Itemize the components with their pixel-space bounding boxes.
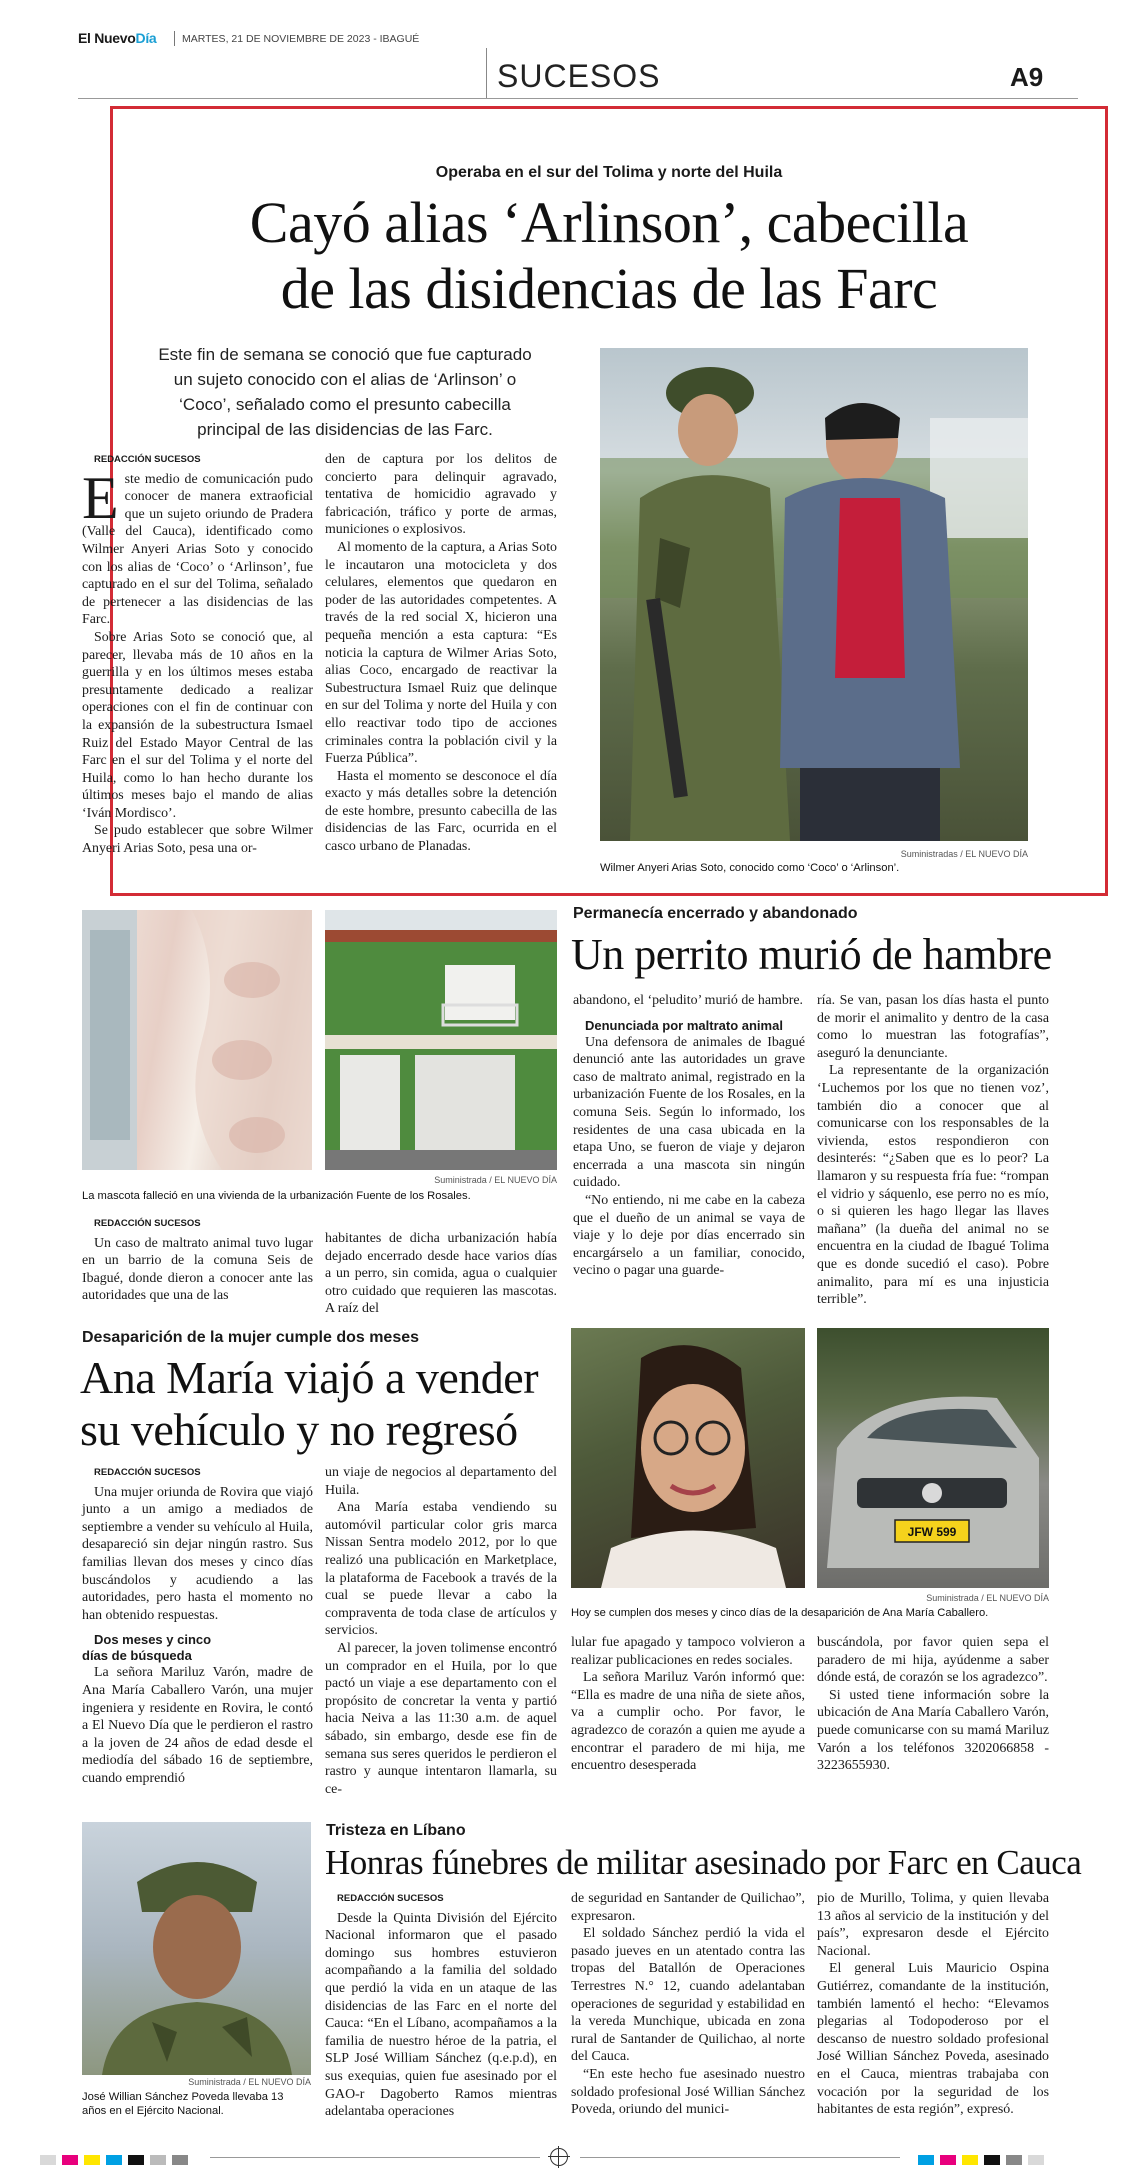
drop-cap: E xyxy=(82,464,119,531)
story4-headline: Honras fúnebres de militar asesinado por Farc en Cauca xyxy=(325,1843,1082,1882)
story1-headline xyxy=(110,190,1108,322)
logo xyxy=(78,30,156,46)
paragraph: Desde la Quinta División del Ejército Nacional informaron que el pasado domingo sus hombres estuvieron acompañando a la familia del soldado que perdió la vida en un ataque de las disidencias de las Farc en el norte del Cauca: “En el Líbano, acompañamos a la familia de nuestro héroe de la patria, el SLP José William Sánchez (q.e.p.d), en sus exequias, quien fue asesinado por el GAO-r Dagoberto Ramos mientras adelantaba operaciones xyxy=(325,1910,557,2120)
paragraph: Al parecer, la joven tolimense encontró un comprador en el Huila, por lo que pactó un viaje a ese departamento con el propósito de concretar la venta y partió hacia Neiva a las 11:30 a.m. de aquel sábado, sin embargo, desde ese fin de semana sus seres queridos le perdieron el rastro y aunque intentaron llamarla, su ce- xyxy=(325,1640,557,1797)
story2-column-4 xyxy=(817,992,1049,1309)
byline: REDACCIÓN SUCESOS xyxy=(94,1467,201,1478)
story2-photo-house xyxy=(325,910,557,1170)
paragraph: un viaje de negocios al departamento del Huila. xyxy=(325,1465,557,1498)
registration-mark-icon xyxy=(550,2148,568,2166)
byline: REDACCIÓN SUCESOS xyxy=(94,454,201,465)
story3-headline xyxy=(80,1352,538,1456)
story2-photo-caption: La mascota falleció en una vivienda de la urbanización Fuente de los Rosales. xyxy=(82,1190,471,1202)
paragraph: Sobre Arias Soto se conoció que, al parecer, llevaba más de 10 años en la guerrilla y en los últimos meses estaba presuntamente dedicado a realizar operaciones con el fin de continuar con la expansión de la subestructura Ismael Ruiz del Estado Mayor Central de las Farc en el sur del Tolima y el norte del Huila, como lo han hecho durante los últimos meses bajo el mando de alias ‘Iván Mordisco’. xyxy=(82,629,313,821)
page-number: A9 xyxy=(1010,62,1044,92)
story2-column-1 xyxy=(82,1215,313,1305)
paragraph: La representante de la organización ‘Luchemos por los que no tienen voz’, también dio a conocer que al comunicarse con los responsables de la vivienda, estos respondieron con desinterés: “¿Saben que es lo peor? La llamaron y su respuesta fría fue: “rompan el vidrio y sáquenlo, ese perro no es mío, o si quieren les hago llegar las llaves mañana” (la dueña del animal no se encuentra en la ciudad de Ibagué Tolima que es donde sucedió el caso). Pobre animalito, para mí es una injusticia terrible”. xyxy=(817,1063,1049,1308)
paragraph: ría. Se van, pasan los días hasta el punto de morir el animalito y dentro de la casa como lo muestran las fotografías”, aseguró la denunciante. xyxy=(817,993,1049,1061)
paragraph: Se pudo establecer que sobre Wilmer Anyeri Arias Soto, pesa una or- xyxy=(82,823,313,857)
subhead: Denunciada por maltrato animal xyxy=(585,1017,783,1033)
paragraph: “En este hecho fue asesinado nuestro soldado profesional José Willian Sánchez Poveda, oriundo del munici- xyxy=(571,2066,805,2118)
paragraph: Ana María estaba vendiendo su automóvil particular color gris marca Nissan Sentra modelo 2012, por lo que realizó una publicación en Marketplace, la plataforma de Facebook a través de la cual se puede llevar a cabo la compraventa de toda clase de artículos y servicios. xyxy=(325,1500,557,1639)
paragraph: El soldado Sánchez perdió la vida el pasado jueves en un atentado contra las tropas del Batallón de Operaciones Terrestres N.° 12, cuando adelantaban operaciones de seguridad y estabilidad en la vereda Munchique, ubicada en zona rural de Santander de Quilichao, al norte del Cauca. xyxy=(571,1926,805,2065)
paragraph: habitantes de dicha urbanización había dejado encerrado desde hace varios días a un perro, sin comida, agua o cualquier otro cuidado que requieren las mascotas. A raíz del xyxy=(325,1231,557,1317)
edition-date: MARTES, 21 DE NOVIEMBRE DE 2023 - IBAGUÉ xyxy=(182,33,420,45)
story1-photo-caption: Wilmer Anyeri Arias Soto, conocido como ‘Coco’ o ‘Arlinson’. xyxy=(600,862,900,874)
paragraph: La señora Mariluz Varón informó que: “Ella es madre de una niña de siete años, va a cumplir ocho. Por favor, le agradezco de corazón a quien me ayude a encontrar el paradero de mi hija, me encuentro desesperada xyxy=(571,1670,805,1774)
masthead xyxy=(78,30,1078,50)
story2-headline: Un perrito murió de hambre xyxy=(571,930,1052,979)
story3-headline-line1: Ana María viajó a vender xyxy=(80,1352,539,1403)
story3-column-2 xyxy=(325,1464,557,1798)
caption-line: José Willian Sánchez Poveda llevaba 13 xyxy=(82,2091,284,2103)
green-house-illustration xyxy=(325,910,557,1170)
story4-column-3 xyxy=(817,1890,1049,2119)
story3-column-3 xyxy=(571,1634,805,1775)
soldier-portrait-illustration xyxy=(82,1822,311,2075)
paragraph: de seguridad en Santander de Quilichao”, expresaron. xyxy=(571,1891,805,1924)
story3-photo-car xyxy=(817,1328,1049,1588)
story1-photo xyxy=(600,348,1028,841)
story3-kicker: Desaparición de la mujer cumple dos meses xyxy=(82,1329,420,1346)
story1-kicker: Operaba en el sur del Tolima y norte del Huila xyxy=(435,164,783,181)
header-rule xyxy=(78,98,1078,99)
story2-kicker: Permanecía encerrado y abandonado xyxy=(573,905,858,922)
caption-line: años en el Ejército Nacional. xyxy=(82,2105,224,2117)
story4-column-1 xyxy=(325,1890,557,2121)
lead-line: principal de las disidencias de las Farc. xyxy=(197,420,493,439)
story1-column-1 xyxy=(82,451,313,858)
paragraph: Este medio de comunicación pudo conocer de manera extraoficial que un sujeto oriundo de Pradera (Valle del Cauca), identificado como Wilmer Anyeri Arias Soto y conocido con los alias de ‘Coco’ o ‘Arlinson’, fue capturado en el sur del Tolima, señalado de pertenecer a las disidencias de las Farc. xyxy=(82,464,313,628)
paragraph: pio de Murillo, Tolima, y quien llevaba 13 años al servicio de la institución y del país”, expresaron desde el Ejército Nacional. xyxy=(817,1891,1049,1959)
story2-photo-window xyxy=(82,910,312,1170)
print-color-bar-right xyxy=(918,2152,1050,2170)
story1-lead xyxy=(100,342,590,442)
story3-headline-line2: su vehículo y no regresó xyxy=(80,1404,518,1455)
logo-el: El xyxy=(78,30,91,46)
print-register-rule-right xyxy=(580,2157,900,2158)
story3-photo-caption: Hoy se cumplen dos meses y cinco días de la desaparición de Ana María Caballero. xyxy=(571,1607,989,1619)
paragraph: Una defensora de animales de Ibagué denunció ante las autoridades un grave caso de maltrato animal, registrado en la urbanización Fuente de los Rosales, en la comuna Seis. Según lo informado, los residentes de una casa ubicada en la etapa Uno, se fueron de viaje y dejaron encerrada a una mascota sin ningún cuidado. xyxy=(573,1034,805,1191)
story4-kicker: Tristeza en Líbano xyxy=(326,1822,466,1839)
logo-dia: Día xyxy=(135,30,157,46)
story1-headline-line1: Cayó alias ‘Arlinson’, cabecilla xyxy=(249,190,969,255)
paragraph: Al momento de la captura, a Arias Soto le incautaron una motocicleta y dos celulares, elementos que quedaron en poder de las autoridades competentes. A través de la red social X, hicieron una pequeña mención a esta captura: “Es noticia la captura de Wilmer Arias Soto, alias Coco, encargado de reactivar la Subestructura Ismael Ruiz que delinque en sur del Tolima y norte del Huila y con ello reactivar todo tipo de acciones criminales contra la población civil y la Fuerza Pública”. xyxy=(325,539,557,767)
story3-column-4 xyxy=(817,1634,1049,1775)
story1-photo-credit: Suministradas / EL NUEVO DÍA xyxy=(900,849,1028,859)
story2-column-3 xyxy=(573,992,805,1280)
license-plate: JFW 599 xyxy=(907,1525,957,1539)
print-register-rule-left xyxy=(210,2157,540,2158)
story3-photo-woman xyxy=(571,1328,805,1588)
paragraph: abandono, el ‘peludito’ murió de hambre. xyxy=(573,993,804,1008)
story3-column-1 xyxy=(82,1464,313,1788)
lead-line: un sujeto conocido con el alias de ‘Arlinson’ o xyxy=(173,370,517,389)
curtain-window-illustration xyxy=(82,910,312,1170)
subhead: Dos meses y cinco días de búsqueda xyxy=(82,1632,212,1664)
section-title: SUCESOS xyxy=(497,58,661,94)
paragraph: Una mujer oriunda de Rovira que viajó junto a un amigo a mediados de septiembre a vender su vehículo al Huila, desapareció sin dejar ningún rastro. Sus familias llevan dos meses y cinco días buscándolos y acudiendo a las autoridades, pero hasta el momento no han obtenido respuestas. xyxy=(82,1484,313,1623)
paragraph: lular fue apagado y tampoco volvieron a realizar publicaciones en redes sociales. xyxy=(571,1635,805,1668)
lead-line: Este fin de semana se conoció que fue capturado xyxy=(158,345,532,364)
paragraph: Un caso de maltrato animal tuvo lugar en un barrio de la comuna Seis de Ibagué, donde dieron a conocer ante las autoridades que una de las xyxy=(82,1235,313,1304)
story3-photo-credit: Suministrada / EL NUEVO DÍA xyxy=(926,1593,1049,1603)
soldier-and-detainee-illustration xyxy=(600,348,1028,841)
paragraph: El general Luis Mauricio Ospina Gutiérrez, comandante de la institución, también lamentó el hecho: “Elevamos plegarias al Todopoderoso por el descanso de nuestro soldado profesional José Willian Sánchez Poveda, asesinado en el Cauca, mientras trabajaba con vocación por la seguridad de los habitantes de esta región”, expresó. xyxy=(817,1961,1049,2118)
story2-column-2 xyxy=(325,1230,557,1318)
byline: REDACCIÓN SUCESOS xyxy=(337,1893,444,1904)
logo-divider xyxy=(174,31,175,46)
paragraph: La señora Mariluz Varón, madre de Ana María Caballero Varón, una mujer ingeniera y residente en Rovira, le contó a El Nuevo Día que le perdieron el rastro a la joven de 24 años de edad desde el mediodía del sábado 16 de septiembre, cuando emprendió xyxy=(82,1665,313,1786)
logo-nuevo: Nuevo xyxy=(94,30,136,46)
grey-car-illustration xyxy=(817,1328,1049,1588)
story4-photo-credit: Suministrada / EL NUEVO DÍA xyxy=(188,2077,311,2087)
story1-column-2 xyxy=(325,451,557,856)
paragraph: Hasta el momento se desconoce el día exacto y más detalles sobre la detención de este hombre, presunto cabecilla de las disidencias de las Farc, ocurrida en el casco urbano de Planadas. xyxy=(325,768,557,855)
byline: REDACCIÓN SUCESOS xyxy=(94,1218,201,1229)
paragraph: buscándola, por favor quien sepa el paradero de mi hija, ayúdenme a saber dónde está, de corazón se los agradezco”. xyxy=(817,1635,1049,1686)
section-divider xyxy=(486,48,487,98)
story4-photo-caption xyxy=(82,2090,322,2118)
lead-line: ‘Coco’, señalado como el presunto cabecilla xyxy=(179,395,511,414)
story4-photo-soldier xyxy=(82,1822,311,2075)
paragraph: den de captura por los delitos de concierto para delinquir agravado, tentativa de homicidio agravado y fabricación, tráfico y porte de armas, municiones o explosivos. xyxy=(325,452,557,538)
paragraph: “No entiendo, ni me cabe en la cabeza que el dueño de un animal se vaya de viaje y lo deje por días encerrado sin encargárselo a un familiar, conocido, vecino o pagar una guarde- xyxy=(573,1192,805,1279)
story2-photo-credit: Suministrada / EL NUEVO DÍA xyxy=(434,1175,557,1185)
story1-headline-line2: de las disidencias de las Farc xyxy=(280,256,938,321)
print-color-bar-left xyxy=(40,2152,194,2170)
paragraph: Si usted tiene información sobre la ubicación de Ana María Caballero Varón, puede comunicarse con su mamá Mariluz Varón a los teléfonos 3202066858 - 3223655930. xyxy=(817,1687,1049,1774)
portrait-woman-illustration xyxy=(571,1328,805,1588)
story4-column-2 xyxy=(571,1890,805,2119)
